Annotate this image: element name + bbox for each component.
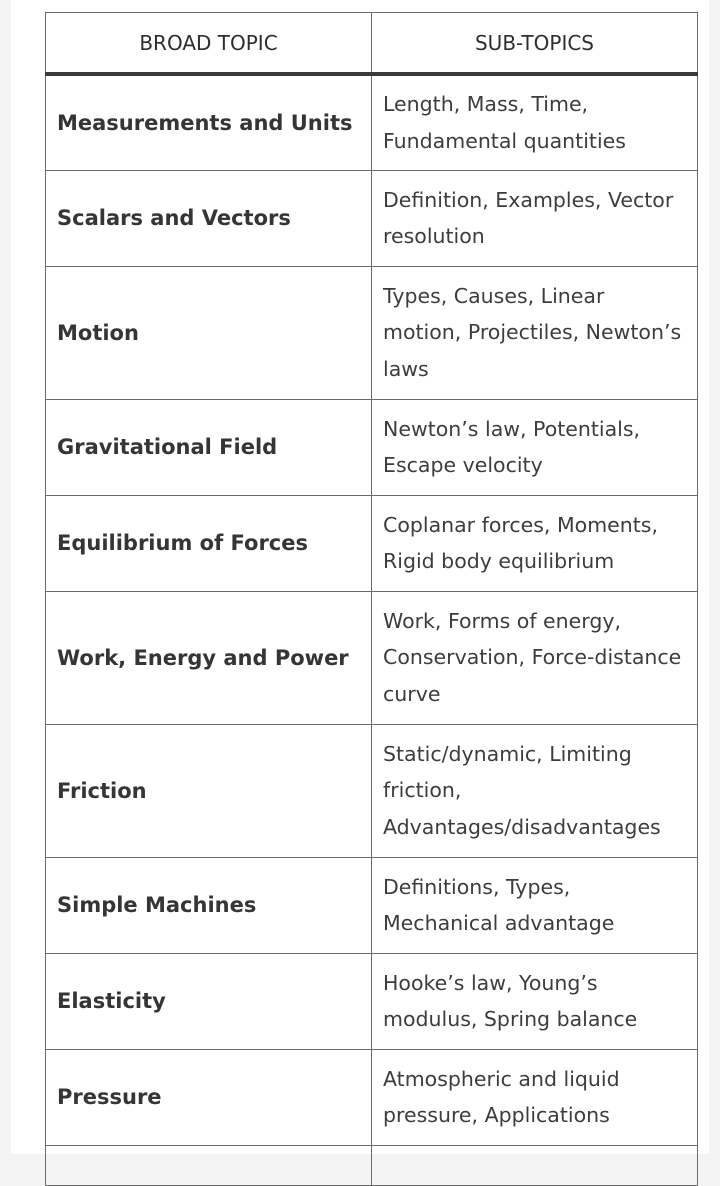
header-sub-topics: SUB-TOPICS: [372, 13, 698, 75]
sub-topics-cell: Length, Mass, Time, Fundamental quantities: [372, 74, 698, 170]
header-broad-topic: BROAD TOPIC: [46, 13, 372, 75]
table-row: [46, 74, 698, 170]
table-row: [46, 953, 698, 1049]
sub-topics-cell: Types, Causes, Linear motion, Projectiles, Newton’s laws: [372, 266, 698, 399]
table-row: [46, 399, 698, 495]
broad-topic-cell: Simple Machines: [46, 857, 372, 953]
table-row: [46, 170, 698, 266]
sub-topics-cell: Atmospheric and liquid pressure, Applications: [372, 1049, 698, 1145]
sub-topics-cell-empty: [372, 1145, 698, 1185]
broad-topic-cell: Friction: [46, 724, 372, 857]
table-row: [46, 495, 698, 591]
broad-topic-cell: Elasticity: [46, 953, 372, 1049]
broad-topic-cell: Pressure: [46, 1049, 372, 1145]
broad-topic-cell: Equilibrium of Forces: [46, 495, 372, 591]
sub-topics-cell: Definition, Examples, Vector resolution: [372, 170, 698, 266]
table-row: [46, 724, 698, 857]
broad-topic-cell: Measurements and Units: [46, 74, 372, 170]
broad-topic-cell: Work, Energy and Power: [46, 591, 372, 724]
sub-topics-cell: Work, Forms of energy, Conservation, Force-distance curve: [372, 591, 698, 724]
sub-topics-cell: Newton’s law, Potentials, Escape velocity: [372, 399, 698, 495]
table-row: [46, 591, 698, 724]
table-row: [46, 857, 698, 953]
topics-table: [45, 12, 698, 1186]
table-row-partial: [46, 1145, 698, 1185]
page-background: [11, 0, 709, 1154]
broad-topic-cell: Scalars and Vectors: [46, 170, 372, 266]
sub-topics-cell: Static/dynamic, Limiting friction, Advantages/disadvantages: [372, 724, 698, 857]
sub-topics-cell: Hooke’s law, Young’s modulus, Spring balance: [372, 953, 698, 1049]
sub-topics-cell: Coplanar forces, Moments, Rigid body equilibrium: [372, 495, 698, 591]
table-header-row: [46, 13, 698, 75]
broad-topic-cell-empty: [46, 1145, 372, 1185]
table-row: [46, 266, 698, 399]
table-row: [46, 1049, 698, 1145]
sub-topics-cell: Definitions, Types, Mechanical advantage: [372, 857, 698, 953]
broad-topic-cell: Motion: [46, 266, 372, 399]
broad-topic-cell: Gravitational Field: [46, 399, 372, 495]
